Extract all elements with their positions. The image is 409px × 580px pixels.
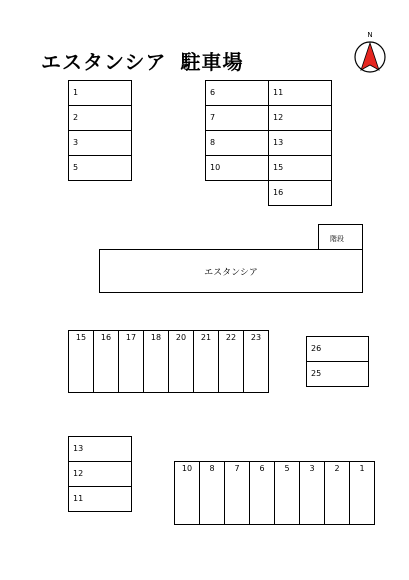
- parking-space-label: 20: [175, 333, 187, 342]
- parking-space-top-left-5: [68, 155, 132, 181]
- parking-space-top-middle-15: [268, 155, 332, 181]
- parking-space-bottom-left-13: [68, 436, 132, 462]
- parking-space-label: 25: [311, 369, 322, 378]
- parking-space-bottom-left-12: [68, 461, 132, 487]
- compass-north-label: N: [367, 31, 373, 39]
- parking-space-middle-row-17: [118, 330, 144, 393]
- parking-space-top-left-2: [68, 105, 132, 131]
- building-name: エスタンシア: [204, 267, 258, 278]
- parking-space-label: 18: [150, 333, 162, 342]
- parking-space-label: 1: [359, 464, 365, 473]
- parking-space-label: 10: [181, 464, 193, 473]
- parking-space-label: 7: [210, 113, 216, 122]
- parking-space-top-left-1: [68, 80, 132, 106]
- parking-space-top-middle-10: [205, 155, 269, 181]
- parking-space-top-middle-7: [205, 105, 269, 131]
- compass-arrow-icon: [353, 40, 387, 74]
- parking-space-label: 6: [210, 88, 216, 97]
- parking-space-label: 6: [259, 464, 265, 473]
- parking-space-bottom-row-2: [324, 461, 350, 525]
- parking-space-label: 23: [250, 333, 262, 342]
- building: [99, 249, 363, 293]
- compass: [353, 32, 387, 74]
- parking-space-top-middle-13: [268, 130, 332, 156]
- parking-space-top-middle-11: [268, 80, 332, 106]
- parking-space-label: 13: [273, 138, 284, 147]
- parking-space-bottom-row-7: [224, 461, 250, 525]
- parking-space-label: 8: [210, 138, 216, 147]
- parking-space-label: 22: [225, 333, 237, 342]
- parking-space-bottom-row-10: [174, 461, 200, 525]
- parking-space-label: 15: [75, 333, 87, 342]
- parking-space-label: 21: [200, 333, 212, 342]
- parking-space-top-left-3: [68, 130, 132, 156]
- parking-space-label: 3: [309, 464, 315, 473]
- parking-space-label: 16: [100, 333, 112, 342]
- parking-space-top-middle-6: [205, 80, 269, 106]
- parking-space-top-middle-16: [268, 180, 332, 206]
- parking-space-label: 1: [73, 88, 79, 97]
- parking-space-middle-row-22: [218, 330, 244, 393]
- parking-space-label: 11: [273, 88, 284, 97]
- parking-space-middle-row-16: [93, 330, 119, 393]
- parking-space-middle-right-26: [306, 336, 369, 362]
- parking-space-label: 12: [73, 469, 84, 478]
- page-title: [41, 46, 244, 75]
- parking-space-label: 5: [284, 464, 290, 473]
- parking-space-label: 26: [311, 344, 322, 353]
- parking-space-label: 13: [73, 444, 84, 453]
- parking-space-label: 16: [273, 188, 284, 197]
- parking-space-label: 11: [73, 494, 84, 503]
- stairs: [318, 224, 363, 250]
- parking-space-label: 12: [273, 113, 284, 122]
- parking-space-middle-row-15: [68, 330, 94, 393]
- parking-space-label: 2: [73, 113, 79, 122]
- parking-space-middle-row-18: [143, 330, 169, 393]
- parking-space-label: 8: [209, 464, 215, 473]
- parking-space-bottom-left-11: [68, 486, 132, 512]
- parking-space-top-middle-8: [205, 130, 269, 156]
- parking-space-label: 7: [234, 464, 240, 473]
- parking-space-label: 15: [273, 163, 284, 172]
- parking-space-top-middle-12: [268, 105, 332, 131]
- stairs-label: 階段: [330, 235, 344, 243]
- parking-space-middle-row-23: [243, 330, 269, 393]
- title-sub: 駐車場: [180, 50, 244, 74]
- parking-space-label: 3: [73, 138, 79, 147]
- parking-space-label: 2: [334, 464, 340, 473]
- title-main: エスタンシア: [41, 50, 167, 74]
- parking-space-bottom-row-8: [199, 461, 225, 525]
- parking-space-middle-right-25: [306, 361, 369, 387]
- parking-space-label: 17: [125, 333, 137, 342]
- parking-space-bottom-row-1: [349, 461, 375, 525]
- parking-space-label: 10: [210, 163, 221, 172]
- parking-space-middle-row-20: [168, 330, 194, 393]
- parking-space-bottom-row-3: [299, 461, 325, 525]
- parking-space-bottom-row-5: [274, 461, 300, 525]
- parking-space-middle-row-21: [193, 330, 219, 393]
- parking-space-bottom-row-6: [249, 461, 275, 525]
- parking-space-label: 5: [73, 163, 79, 172]
